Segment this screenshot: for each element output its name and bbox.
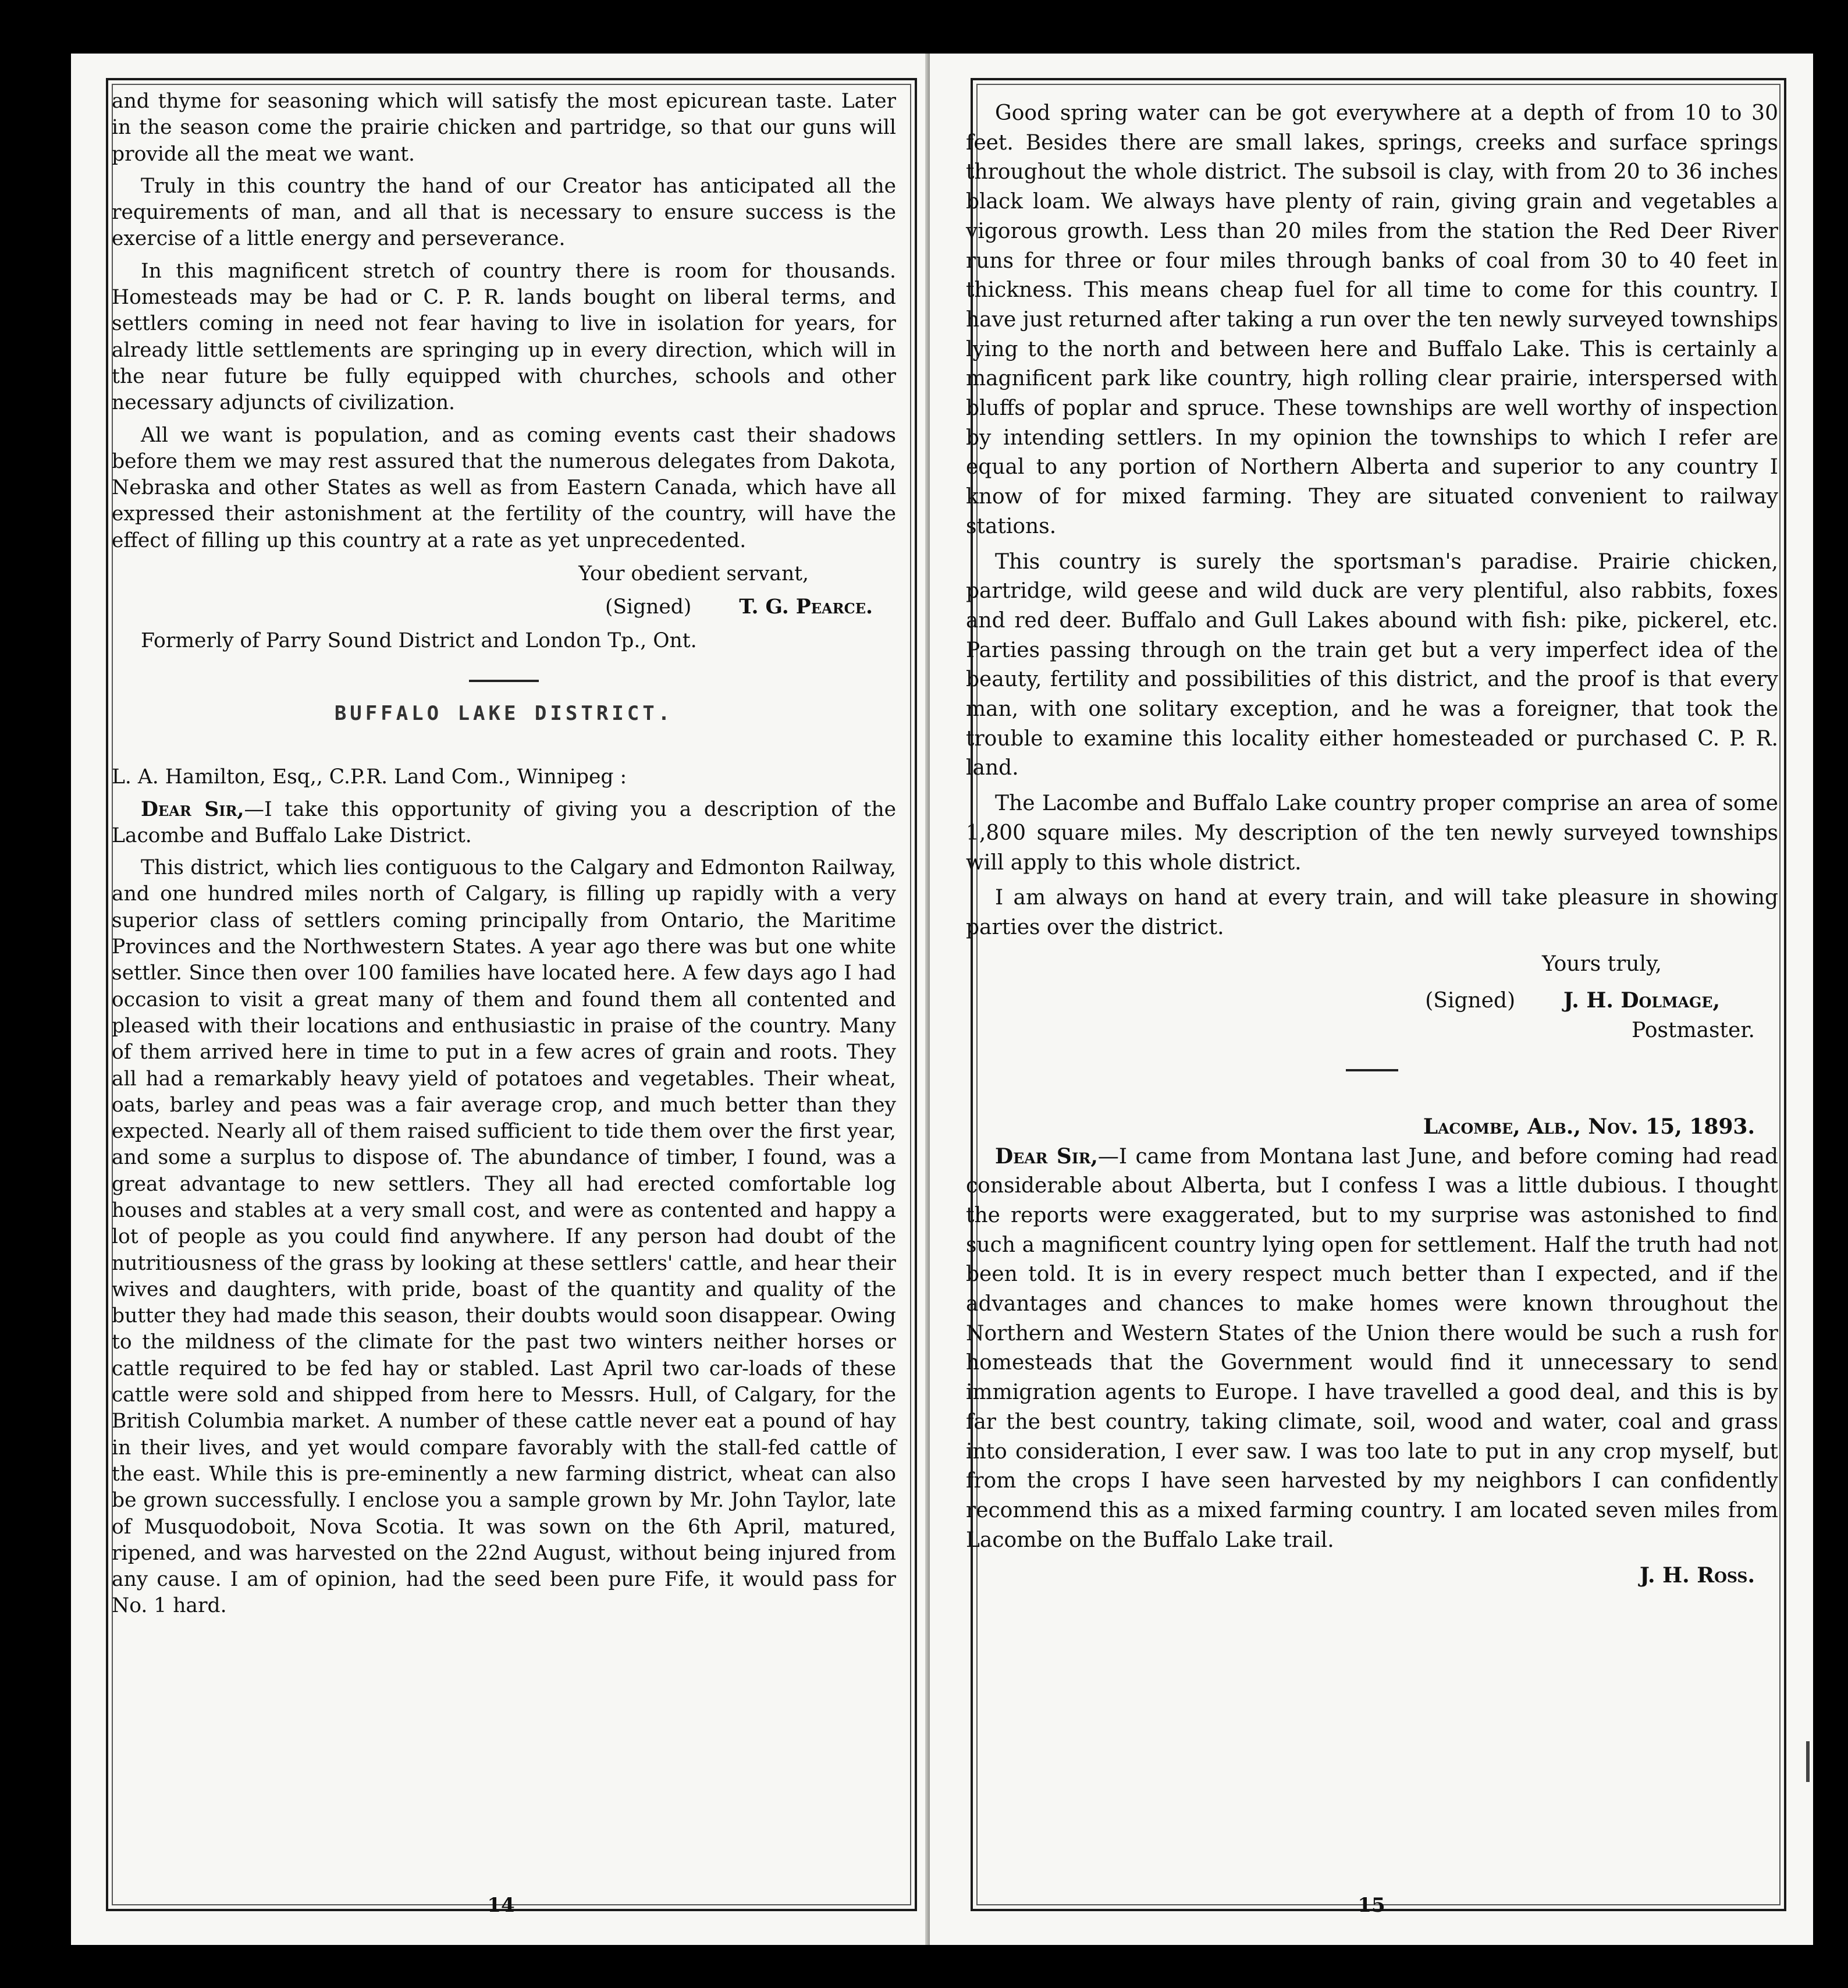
letter2-signer: J. H. Ross. (1639, 1563, 1755, 1588)
intro-paragraph: All we want is population, and as coming events cast their shadows before them we may rest assured that the numerous delegates from Dakota, Nebraska and other States as well as from Eastern Canada, which have all expressed their astonishment at the fertility of the country, will have the effect of filling up this country at a rate as yet unprecedented. (112, 423, 896, 552)
signer-name: T. G. Pearce. (739, 595, 873, 619)
left-page-text (112, 88, 896, 1875)
body-paragraph: The Lacombe and Buffalo Lake country proper comprise an area of some 1,800 square miles. My description of the ten newly surveyed townships will apply to this whole district. (966, 791, 1778, 875)
left-page (71, 54, 931, 1945)
body-paragraph: This country is surely the sportsman's paradise. Prairie chicken, partridge, wild geese and wild duck are very plentiful, also rabbits, foxes and red deer. Buffalo and Gull Lakes abound with fish: pike, pickerel, etc. Parties passing through on the train get but a very imperfect idea of the beauty, fertility and possibilities of this district, and the proof is that every man, with one solitary exception, and he was a foreigner, that took the trouble to examine this locality either homesteaded or purchased C. P. R. land. (966, 549, 1778, 780)
signer-title: Postmaster. (1632, 1018, 1755, 1043)
section-heading: BUFFALO LAKE DISTRICT. (334, 701, 674, 725)
intro-paragraph: and thyme for seasoning which will satisfy the most epicurean taste. Later in the season come the prairie chicken and partridge, so that our guns will provide all the meat we want. (112, 90, 896, 166)
addressee: L. A. Hamilton, Esq,, C.P.R. Land Com., Winnipeg : (112, 765, 627, 789)
page-number: 15 (1357, 1894, 1385, 1917)
section-divider (1346, 1069, 1398, 1071)
letter-opening (112, 797, 896, 850)
right-page (930, 54, 1813, 1945)
salutation: Dear Sir, (141, 797, 244, 821)
page-edge-mark (1806, 1741, 1810, 1782)
closing: Yours truly, (1542, 952, 1662, 976)
body-paragraph: I am always on hand at every train, and will take pleasure in showing parties over the district. (966, 886, 1778, 939)
signed-label: (Signed) (605, 595, 692, 619)
intro-paragraph: In this magnificent stretch of country there is room for thousands. Homesteads may be had or C. P. R. lands bought on liberal terms, and settlers coming in need not fear having to live in isolation for years, for already little settlements are springing up in every direction, which will in the near future be fully equipped with churches, schools and other necessary adjuncts of civilization. (112, 259, 896, 415)
letter2-text: —I came from Montana last June, and before coming had read considerable about Alberta, but I confess I was a little dubious. I thought the reports were exaggerated, but to my surprise was astonished to find such a magnificent country lying open for settlement. Half the truth had not been told. It is in every respect much better than I expected, and if the advantages and chances to make homes were known throughout the Northern and Western States of the Union there would be such a rush for homesteads that the Government would find it unnecessary to send immigration agents to Europe. I have travelled a good deal, and this is by far the best country, taking climate, soil, wood and water, coal and grass into consideration, I ever saw. I was too late to put in any crop myself, but from the crops I have seen harvested by my neighbors I can confidently recommend this as a mixed farming country. I am located seven miles from Lacombe on the Buffalo Lake trail. (966, 1144, 1779, 1552)
signature-line (966, 986, 1778, 1016)
closing: Your obedient servant, (578, 562, 809, 586)
section-divider (469, 680, 539, 682)
intro-paragraph: Truly in this country the hand of our Creator has anticipated all the requirements of man, and all that is necessary to ensure success is the exercise of a little energy and perseverance. (112, 174, 896, 251)
letter2-body (966, 1142, 1778, 1556)
letter-body: This district, which lies contiguous to the Calgary and Edmonton Railway, and one hundred miles north of Calgary, is filling up rapidly with a very superior class of settlers coming principally from Ontario, the Maritime Provinces and the Northwestern States. A year ago there was but one white settler. Since then over 100 families have located here. A few days ago I had occasion to visit a great many of them and found them all contented and pleased with their locations and enthusiastic in praise of the country. Many of them arrived here in time to put in a few acres of grain and roots. They all had a remarkably heavy yield of potatoes and vegetables. Their wheat, oats, barley and peas was a fair average crop, and much better than they expected. Nearly all of them raised sufficient to tide them over the first year, and some a surplus to dispose of. The abundance of timber, I found, was a great advantage to new settlers. They all had erected comfortable log houses and stables at a very small cost, and were as contented and happy a lot of people as you could find anywhere. If any person had doubt of the nutritiousness of the grass by looking at these settlers' cattle, and hear their wives and daughters, with pride, boast of the quantity and quality of the butter they had made this season, their doubts would soon disappear. Owing to the mildness of the climate for the past two winters neither horses or cattle required to be fed hay or stabled. Last April two car-loads of these cattle were sold and shipped from here to Messrs. Hull, of Calgary, for the British Columbia market. A number of these cattle never eat a pound of hay in their lives, and yet would compare favorably with the stall-fed cattle of the east. While this is pre-eminently a new farming district, wheat can also be grown successfully. I enclose you a sample grown by Mr. John Taylor, late of Musquodoboit, Nova Scotia. It was sown on the 6th April, matured, ripened, and was harvested on the 22nd August, without being injured from any cause. I am of opinion, had the seed been pure Fife, it would pass for No. 1 hard. (112, 856, 896, 1618)
signed-label: (Signed) (1425, 989, 1516, 1013)
signer-location: Formerly of Parry Sound District and London Tp., Ont. (141, 629, 697, 652)
dateline: Lacombe, Alb., Nov. 15, 1893. (1423, 1114, 1755, 1139)
page-number: 14 (487, 1894, 515, 1917)
body-paragraph: Good spring water can be got everywhere at a depth of from 10 to 30 feet. Besides there are small lakes, springs, creeks and surface springs throughout the whole district. The subsoil is clay, with from 20 to 36 inches black loam. We always have plenty of rain, giving grain and vegetables a vigorous growth. Less than 20 miles from the station the Red Deer River runs for three or four miles through banks of coal from 30 to 40 feet in thickness. This means cheap fuel for all time to come for this country. I have just returned after taking a run over the ten newly surveyed townships lying to the north and between here and Buffalo Lake. This is certainly a magnificent park like country, high rolling clear prairie, interspersed with bluffs of poplar and spruce. These townships are well worthy of inspection by intending settlers. In my opinion the townships to which I refer are equal to any portion of Northern Alberta and superior to any country I know of for mixed farming. They are situated convenient to railway stations. (966, 101, 1778, 538)
signature-line (112, 594, 896, 620)
salutation: Dear Sir, (995, 1144, 1098, 1169)
right-page-text (966, 99, 1778, 1875)
letter-first-line: —I take this opportunity of giving you a description of the Lacombe and Buffalo Lake District. (112, 797, 896, 847)
signer-name: J. H. Dolmage, (1563, 988, 1720, 1013)
